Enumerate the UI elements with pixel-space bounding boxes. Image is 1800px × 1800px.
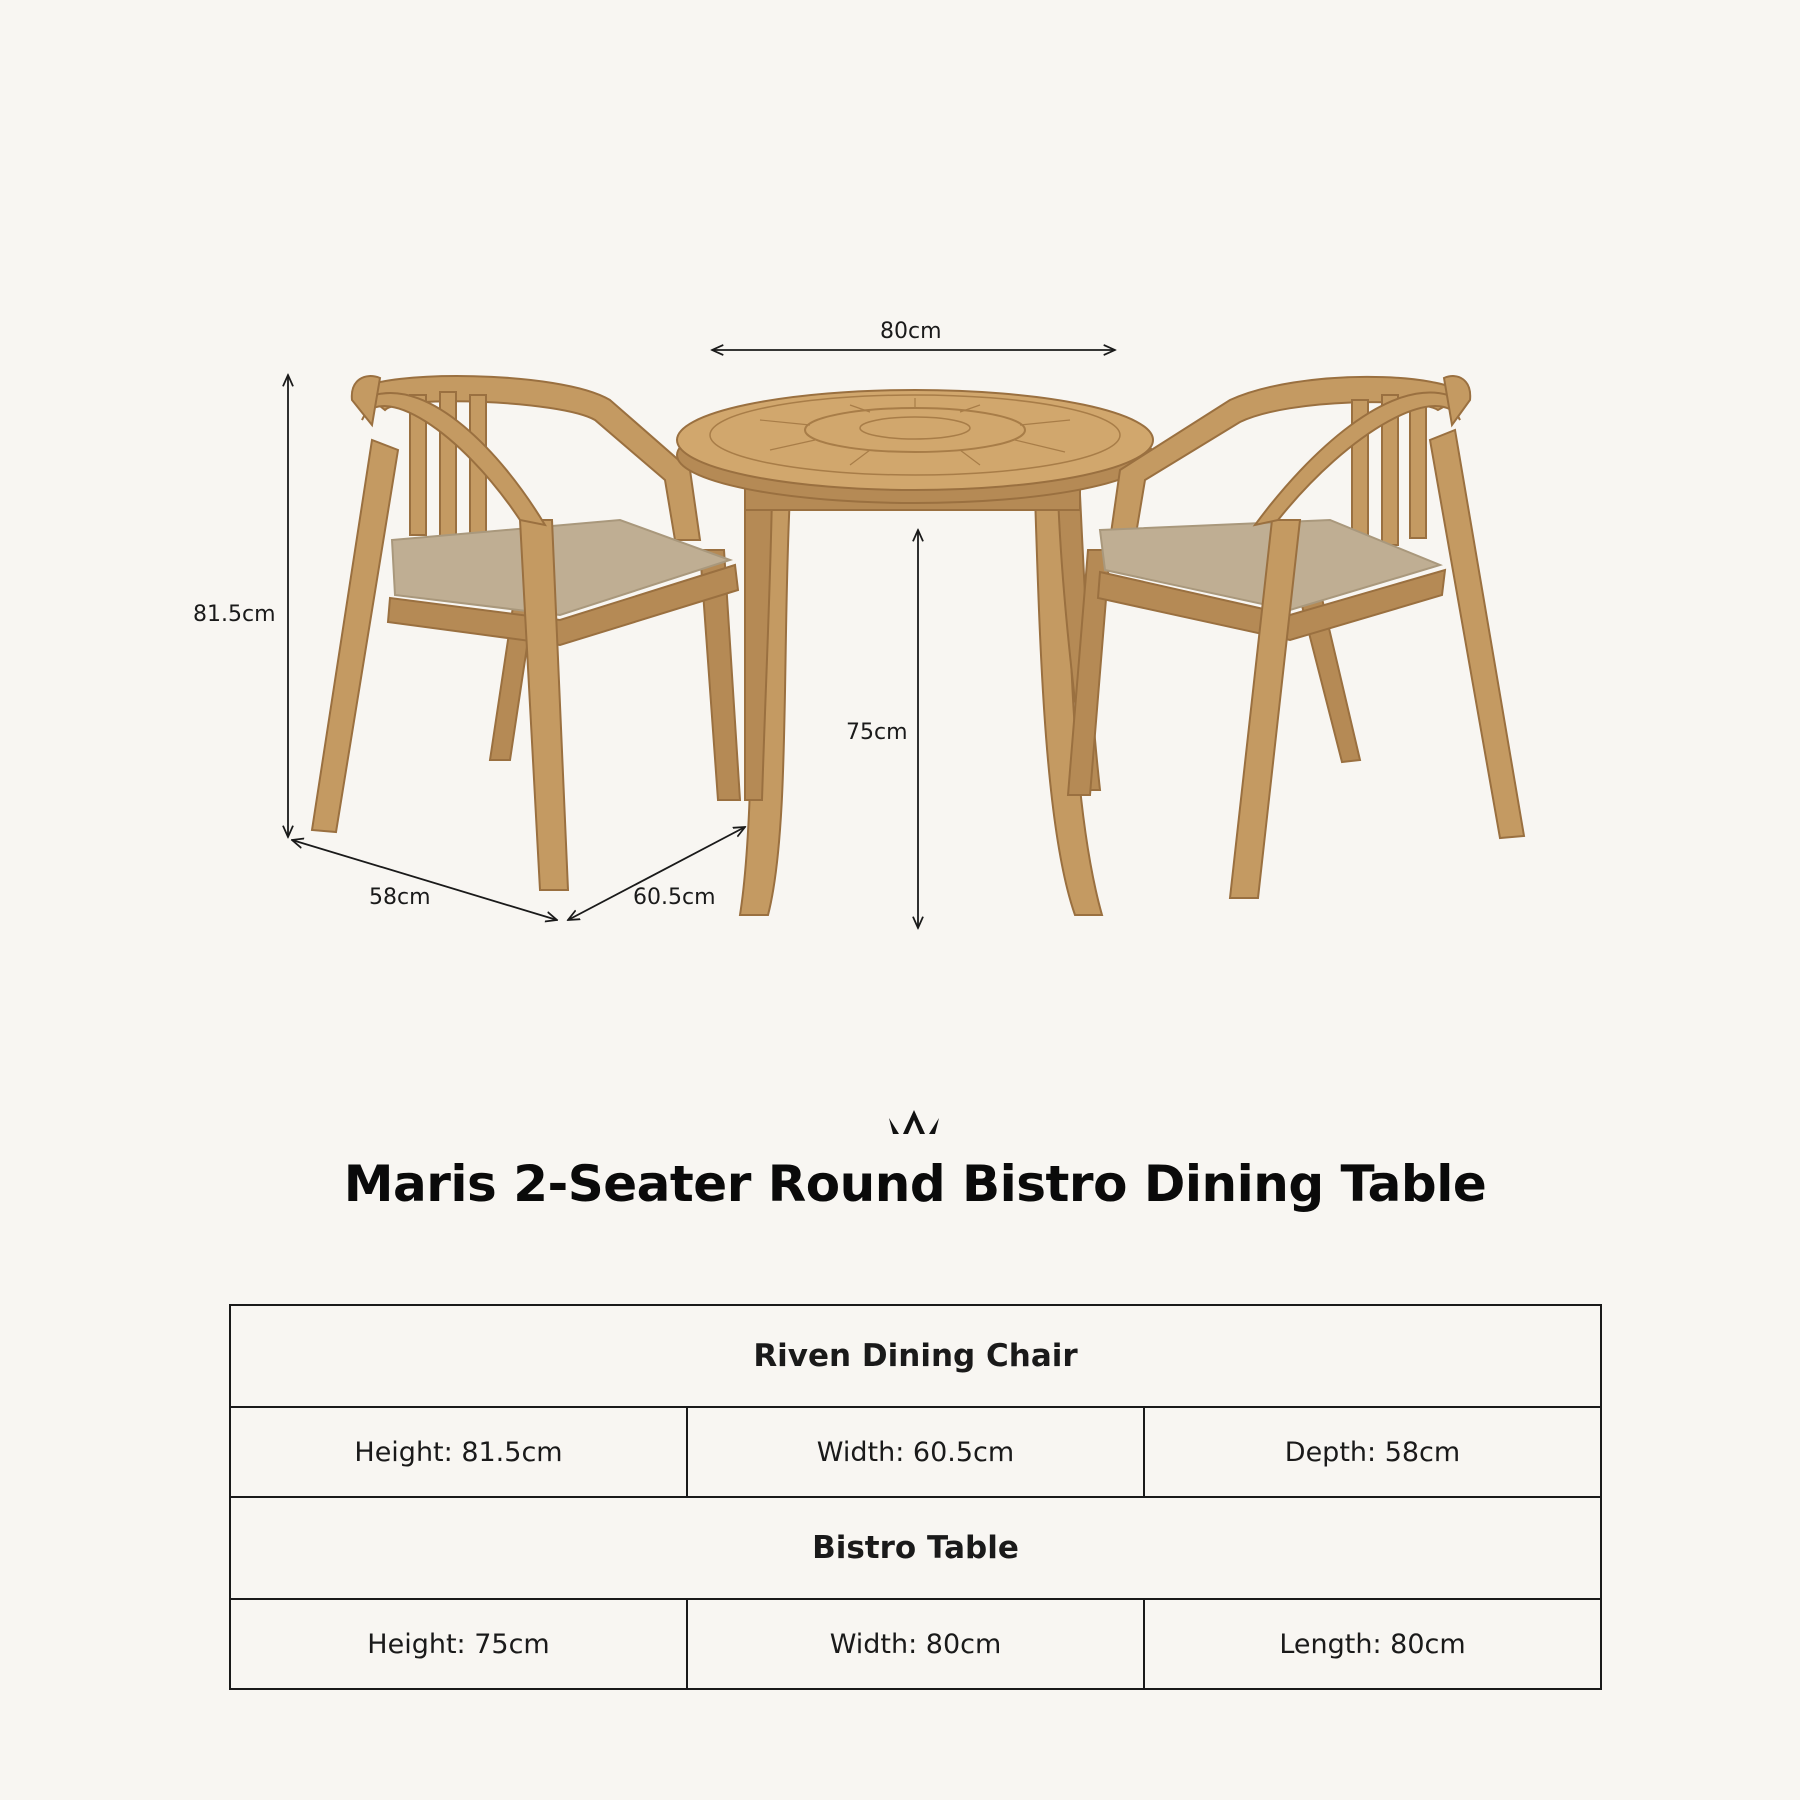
table-row [230, 1599, 1601, 1689]
product-title: Maris 2-Seater Round Bistro Dining Table [343, 1155, 1487, 1213]
table-width-cell: Width: 80cm [687, 1599, 1144, 1689]
table-section-heading: Bistro Table [230, 1497, 1601, 1599]
chair-section-heading: Riven Dining Chair [230, 1305, 1601, 1407]
dim-label-chair-height: 81.5cm [193, 602, 276, 627]
specs-section-heading-row [230, 1497, 1601, 1599]
chair-width-cell: Width: 60.5cm [687, 1407, 1144, 1497]
chair-depth-cell: Depth: 58cm [1144, 1407, 1601, 1497]
dim-label-chair-depth: 58cm [369, 885, 431, 910]
dim-label-table-height: 75cm [846, 720, 908, 745]
chair-height-cell: Height: 81.5cm [230, 1407, 687, 1497]
specs-table [229, 1304, 1602, 1690]
crown-icon [887, 1108, 941, 1138]
table-row [230, 1407, 1601, 1497]
table-length-cell: Length: 80cm [1144, 1599, 1601, 1689]
dim-label-table-width: 80cm [880, 319, 942, 344]
dim-label-chair-width: 60.5cm [633, 885, 716, 910]
left-chair [312, 376, 740, 890]
table-height-cell: Height: 75cm [230, 1599, 687, 1689]
specs-section-heading-row [230, 1305, 1601, 1407]
